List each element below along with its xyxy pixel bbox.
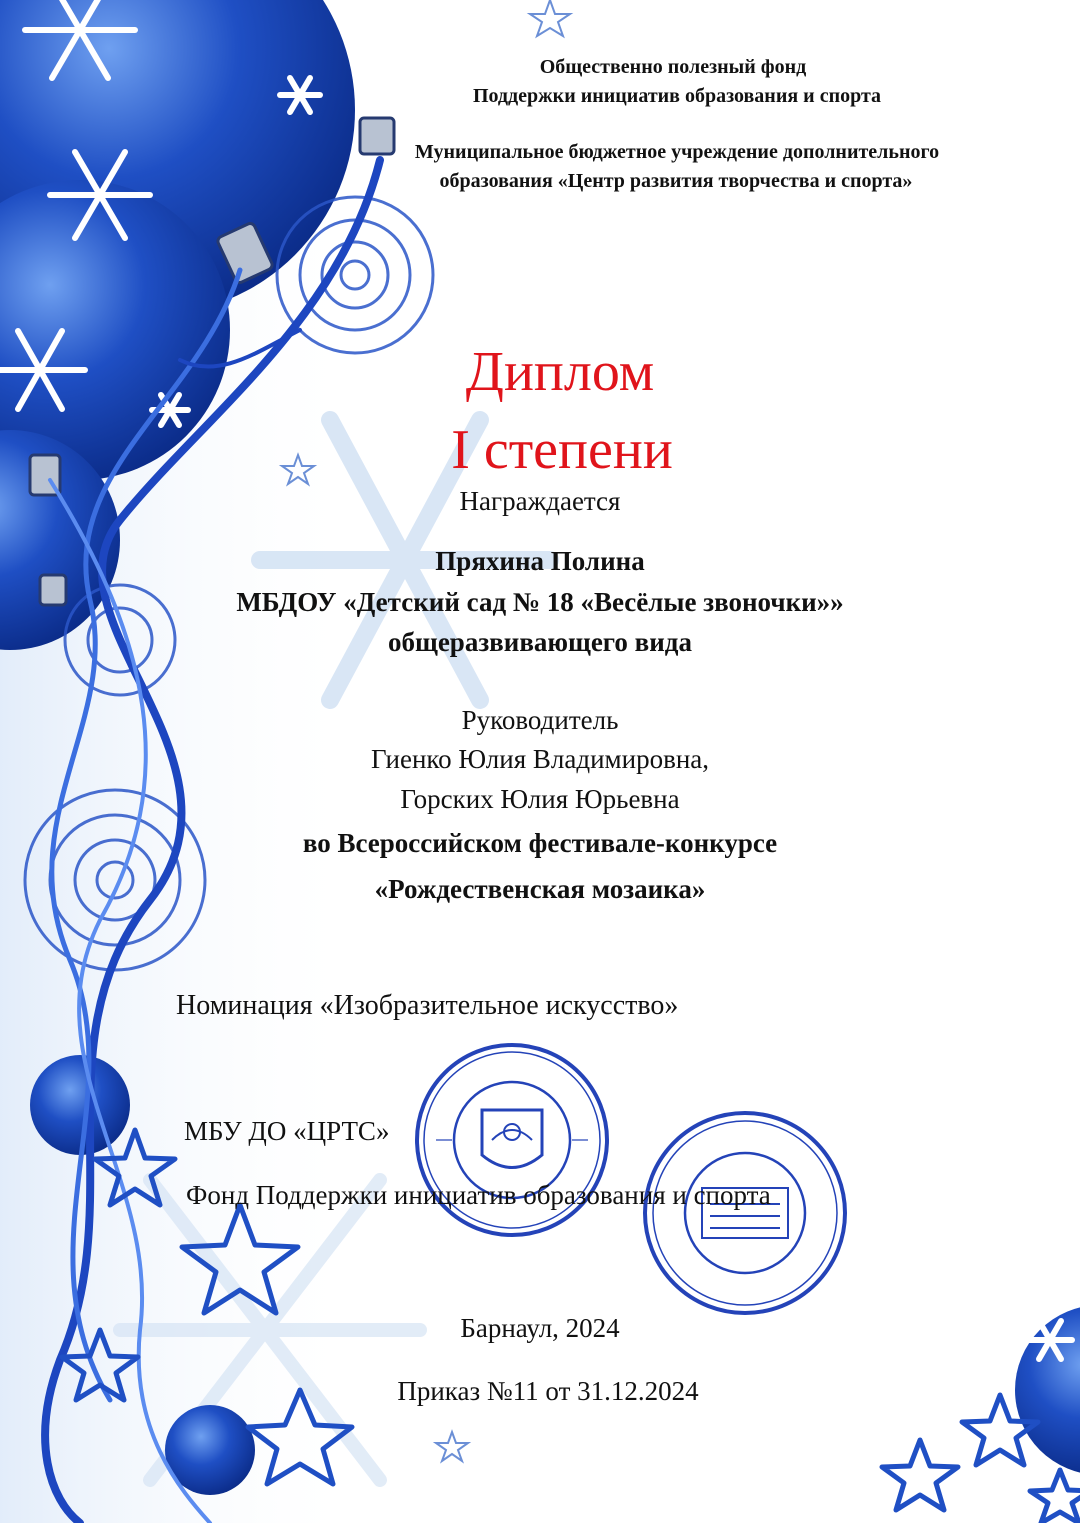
contest-line2: «Рождественская мозаика» bbox=[374, 874, 706, 904]
awarded-label: Награждается bbox=[459, 486, 621, 516]
recipient-organization-line1: МБДОУ «Детский сад № 18 «Весёлые звоночки»» bbox=[236, 587, 844, 617]
fund-name-line1: Общественно полезный фонд bbox=[539, 56, 807, 78]
signature-org-1: МБУ ДО «ЦРТС» bbox=[184, 1116, 390, 1146]
contest-line1: во Всероссийском фестивале-конкурсе bbox=[302, 828, 778, 858]
recipient-organization-line2: общеразвивающего вида bbox=[388, 627, 692, 657]
city-year: Барнаул, 2024 bbox=[460, 1313, 620, 1343]
diploma-degree: I степени bbox=[451, 419, 673, 481]
diploma-title: Диплом bbox=[465, 341, 655, 403]
nomination: Номинация «Изобразительное искусство» bbox=[176, 990, 679, 1021]
institution-name-line1: Муниципальное бюджетное учреждение дополнительного bbox=[414, 141, 940, 163]
supervisor-name-2: Горских Юлия Юрьевна bbox=[400, 784, 680, 814]
supervisor-name-1: Гиенко Юлия Владимировна, bbox=[370, 744, 710, 774]
institution-name-line2: образования «Центр развития творчества и спорта» bbox=[439, 170, 913, 192]
order-number: Приказ №11 от 31.12.2024 bbox=[397, 1376, 699, 1406]
fund-name-line2: Поддержки инициатив образования и спорта bbox=[472, 85, 882, 107]
signature-org-2: Фонд Поддержки инициатив образования и спорта bbox=[186, 1180, 771, 1210]
recipient-name: Пряхина Полина bbox=[435, 546, 645, 576]
supervisor-label: Руководитель bbox=[461, 705, 619, 735]
